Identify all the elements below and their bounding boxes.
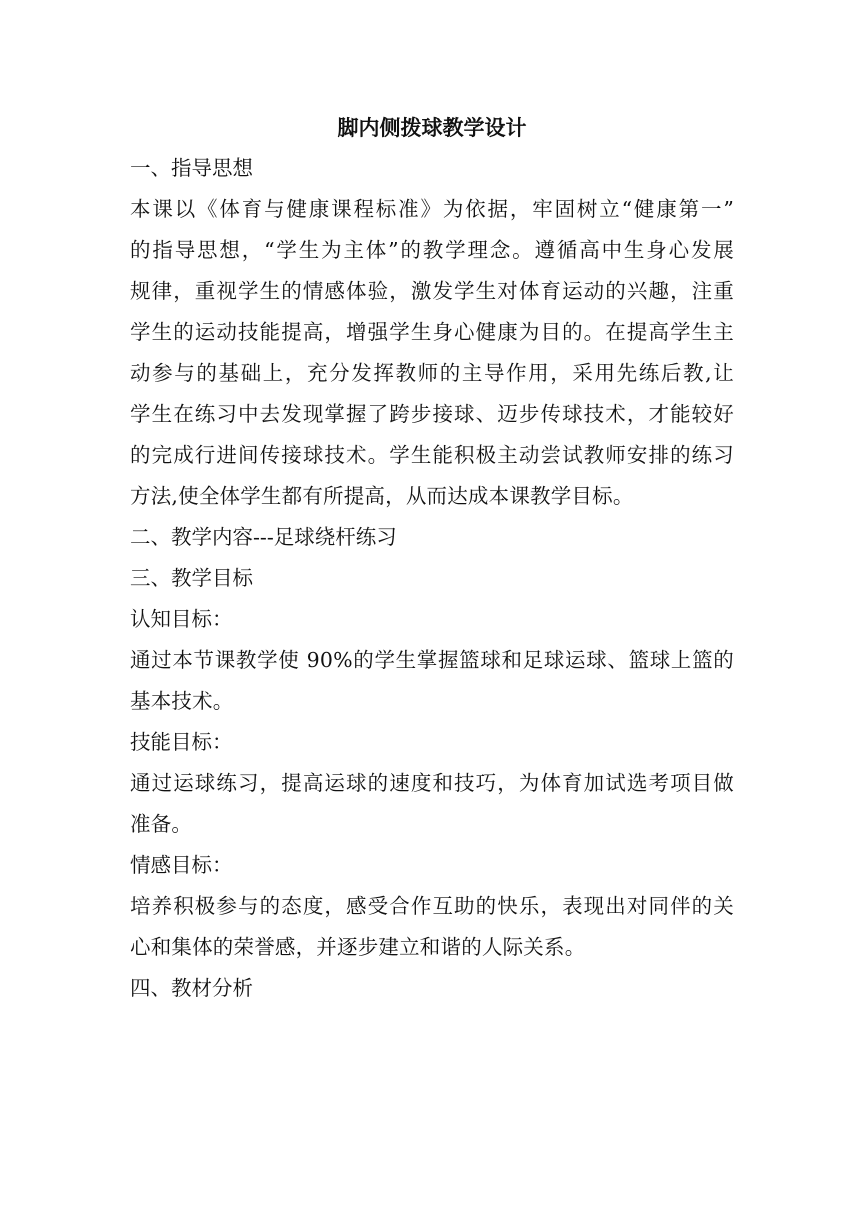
cognitive-objective-label: 认知目标： [130, 607, 233, 631]
section-heading-guiding-ideology: 一、指导思想 [130, 156, 253, 180]
cognitive-objective-paragraph [130, 640, 734, 722]
emotion-objective-paragraph [130, 886, 734, 968]
paragraph-line: 的完成行进间传接球技术。学生能积极主动尝试教师安排的练习 [130, 443, 734, 467]
paragraph-line: 基本技术。 [130, 689, 234, 713]
paragraph-line: 学生的运动技能提高，增强学生身心健康为目的。在提高学生主 [130, 320, 734, 344]
section-heading-teaching-objectives: 三、教学目标 [130, 566, 253, 590]
paragraph-line: 学生在练习中去发现掌握了跨步接球、迈步传球技术，才能较好 [130, 402, 734, 426]
document-page [130, 108, 734, 1009]
paragraph-line: 规律，重视学生的情感体验，激发学生对体育运动的兴趣，注重 [130, 279, 734, 303]
paragraph-line: 动参与的基础上，充分发挥教师的主导作用，采用先练后教,让 [130, 361, 734, 385]
section-heading-teaching-content: 二、教学内容---足球绕杆练习 [130, 525, 397, 549]
section-heading-textbook-analysis: 四、教材分析 [130, 976, 253, 1000]
paragraph-line: 通过本节课教学使 90%的学生掌握篮球和足球运球、篮球上篮的 [130, 648, 734, 672]
paragraph-line: 准备。 [130, 812, 193, 836]
paragraph-line: 本课以《体育与健康课程标准》为依据，牢固树立“健康第一” [130, 197, 734, 221]
paragraph-line: 心和集体的荣誉感，并逐步建立和谐的人际关系。 [130, 935, 586, 959]
skill-objective-label: 技能目标： [130, 730, 233, 754]
paragraph-line: 通过运球练习，提高运球的速度和技巧，为体育加试选考项目做 [130, 771, 734, 795]
emotion-objective-label: 情感目标： [130, 853, 233, 877]
document-title: 脚内侧拨球教学设计 [337, 115, 527, 140]
paragraph-line: 的指导思想，“学生为主体”的教学理念。遵循高中生身心发展 [130, 238, 734, 262]
paragraph-line: 培养积极参与的态度，感受合作互助的快乐，表现出对同伴的关 [130, 894, 734, 918]
paragraph-line: 方法,使全体学生都有所提高，从而达成本课教学目标。 [130, 484, 634, 508]
skill-objective-paragraph [130, 763, 734, 845]
guiding-ideology-paragraph [130, 189, 734, 517]
